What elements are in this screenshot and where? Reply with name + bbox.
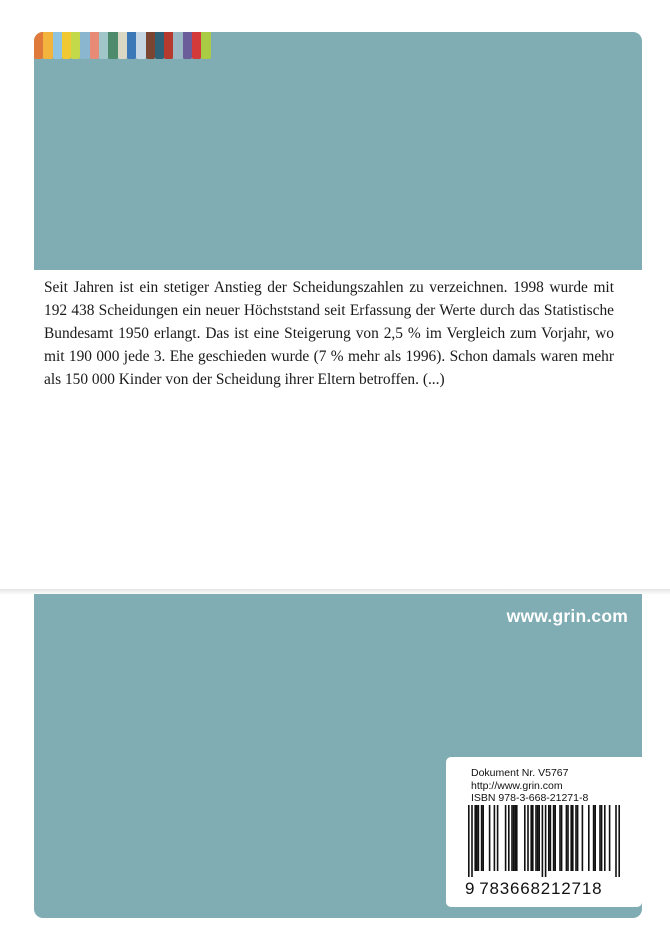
barcode-bar <box>476 805 478 871</box>
blurb-text: Seit Jahren ist ein stetiger Anstieg der Scheidungszahlen zu verzeichnen. 1998 wurde mit 192 438 Scheidungen ein neuer Höchststand seit Erfassung der Werte durch das Statistische Bundesamt 1950 erlangt. Das ist eine Steigerung von 2,5 % im Vergleich zum Vorjahr, wo mit 190 000 jede 3. Ehe geschieden wurde (7 % mehr als 1996). Schon damals waren mehr als 150 000 Kinder von der Scheidung ihrer Eltern betroffen. (...) <box>44 279 614 388</box>
barcode-bar <box>554 805 556 871</box>
barcode-bar <box>548 805 550 871</box>
barcode-bar <box>535 805 537 871</box>
barcode-bar <box>604 805 606 871</box>
barcode-bar <box>532 805 534 871</box>
barcode-bar <box>588 805 590 871</box>
barcode-image <box>468 805 623 877</box>
barcode-bar <box>474 805 476 871</box>
color-swatch <box>108 32 117 59</box>
color-swatch <box>155 32 164 59</box>
barcode-bar <box>615 805 617 877</box>
barcode-bar <box>550 805 552 871</box>
barcode-bar <box>601 805 603 871</box>
barcode-bar <box>582 805 584 871</box>
color-swatch <box>62 32 71 59</box>
barcode-bar <box>561 805 563 871</box>
color-swatch <box>127 32 136 59</box>
barcode-bar <box>489 805 491 871</box>
cover-top-panel <box>34 32 642 270</box>
barcode-bar <box>511 805 513 871</box>
color-swatch <box>173 32 182 59</box>
barcode-bar <box>566 805 568 871</box>
color-swatch <box>34 32 43 59</box>
barcode-bar <box>577 805 579 871</box>
color-swatch <box>99 32 108 59</box>
barcode-bar <box>505 805 507 871</box>
barcode-bar <box>553 805 555 871</box>
barcode-bar <box>478 805 480 871</box>
barcode-digits-left: 783668 <box>479 879 541 898</box>
barcode-bar <box>572 805 574 871</box>
barcode-bar <box>494 805 496 871</box>
color-swatch <box>192 32 201 59</box>
barcode-digit-first: 9 <box>465 879 476 898</box>
barcode-bar <box>593 805 595 871</box>
color-swatch <box>201 32 210 59</box>
barcode-bar <box>545 805 547 877</box>
barcode-bar <box>468 805 470 877</box>
barcode-bar <box>570 805 572 871</box>
barcode-digits <box>465 879 602 899</box>
barcode-bar <box>497 805 499 871</box>
color-swatch <box>118 32 127 59</box>
barcode-bar <box>516 805 518 871</box>
color-swatch <box>43 32 52 59</box>
color-swatch <box>71 32 80 59</box>
barcode-bar <box>481 805 483 871</box>
color-swatch-strip <box>34 32 211 59</box>
barcode-bar <box>530 805 532 871</box>
color-swatch <box>164 32 173 59</box>
barcode-bar <box>508 805 510 871</box>
barcode-bar <box>559 805 561 871</box>
color-swatch <box>183 32 192 59</box>
barcode-bar <box>524 805 526 871</box>
barcode-bar <box>567 805 569 871</box>
barcode-bar <box>471 805 473 877</box>
barcode-bar <box>594 805 596 871</box>
barcode-digits-right: 212718 <box>540 879 603 898</box>
color-swatch <box>146 32 155 59</box>
barcode-bar <box>527 805 529 871</box>
barcode-bar <box>514 805 516 871</box>
color-swatch <box>80 32 89 59</box>
barcode-bar <box>538 805 540 871</box>
publisher-url[interactable]: http://www.grin.com <box>471 779 563 792</box>
color-swatch <box>136 32 145 59</box>
barcode-bar <box>575 805 577 871</box>
color-swatch <box>90 32 99 59</box>
barcode-bar <box>537 805 539 871</box>
document-number: Dokument Nr. V5767 <box>471 767 569 779</box>
barcode-box <box>446 757 642 907</box>
isbn-line: ISBN 978-3-668-21271-8 <box>471 792 589 804</box>
barcode-bar <box>609 805 611 871</box>
barcode-bar <box>618 805 620 877</box>
website-label[interactable]: www.grin.com <box>506 606 628 626</box>
barcode-bar <box>599 805 601 871</box>
barcode-bar <box>513 805 515 871</box>
barcode-bar <box>542 805 544 877</box>
color-swatch <box>53 32 62 59</box>
barcode-bar <box>482 805 484 871</box>
barcode-meta <box>471 767 588 805</box>
